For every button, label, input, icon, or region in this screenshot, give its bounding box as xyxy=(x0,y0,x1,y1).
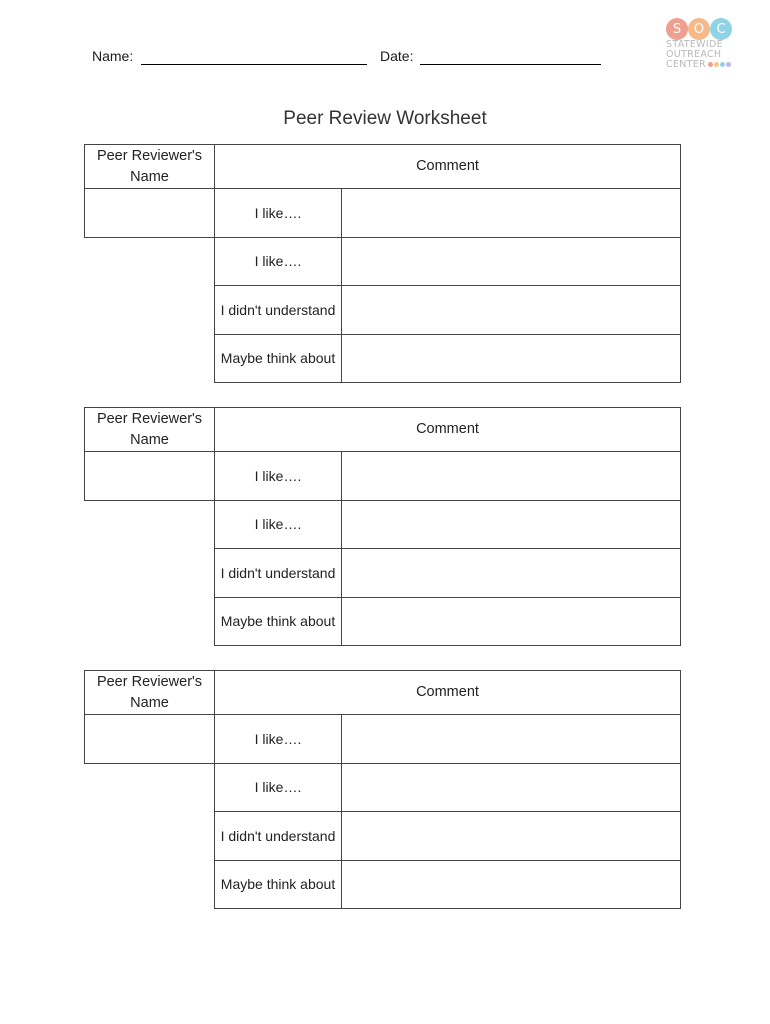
logo-dots xyxy=(708,62,731,67)
comment-cell[interactable] xyxy=(341,237,681,286)
comment-cell[interactable] xyxy=(341,763,681,812)
reviewer-name-header: Peer Reviewer's Name xyxy=(84,407,215,452)
reviewer-name-cell[interactable] xyxy=(84,188,215,238)
logo-circle-o: O xyxy=(688,18,710,40)
reviewer-name-header: Peer Reviewer's Name xyxy=(84,670,215,715)
prompt-cell: I didn't understand xyxy=(214,811,342,861)
name-label: Name: xyxy=(92,48,134,64)
comment-cell[interactable] xyxy=(341,451,681,501)
logo-line-2: OUTREACH xyxy=(666,49,722,60)
date-field-line[interactable] xyxy=(420,64,601,65)
reviewer-name-cell[interactable] xyxy=(84,714,215,764)
prompt-cell: I like…. xyxy=(214,714,342,764)
logo-line-3: CENTER xyxy=(666,59,706,70)
prompt-cell: I like…. xyxy=(214,500,342,549)
comment-cell[interactable] xyxy=(341,597,681,646)
comment-header: Comment xyxy=(214,144,681,189)
comment-cell[interactable] xyxy=(341,714,681,764)
prompt-cell: I like…. xyxy=(214,237,342,286)
prompt-cell: Maybe think about xyxy=(214,597,342,646)
comment-cell[interactable] xyxy=(341,548,681,598)
review-table-2 xyxy=(84,407,681,646)
prompt-cell: I didn't understand xyxy=(214,548,342,598)
logo-circle-c: C xyxy=(710,18,732,40)
comment-cell[interactable] xyxy=(341,334,681,383)
comment-header: Comment xyxy=(214,407,681,452)
comment-header: Comment xyxy=(214,670,681,715)
prompt-cell: I didn't understand xyxy=(214,285,342,335)
prompt-cell: Maybe think about xyxy=(214,334,342,383)
date-label: Date: xyxy=(380,48,414,64)
page-title: Peer Review Worksheet xyxy=(283,108,487,129)
prompt-cell: I like…. xyxy=(214,763,342,812)
comment-cell[interactable] xyxy=(341,500,681,549)
logo-line-1: STATEWIDE xyxy=(666,39,723,50)
comment-cell[interactable] xyxy=(341,811,681,861)
prompt-cell: I like…. xyxy=(214,451,342,501)
prompt-cell: Maybe think about xyxy=(214,860,342,909)
comment-cell[interactable] xyxy=(341,860,681,909)
comment-cell[interactable] xyxy=(341,285,681,335)
reviewer-name-cell[interactable] xyxy=(84,451,215,501)
comment-cell[interactable] xyxy=(341,188,681,238)
logo-circle-s: S xyxy=(666,18,688,40)
reviewer-name-header: Peer Reviewer's Name xyxy=(84,144,215,189)
review-table-3 xyxy=(84,670,681,909)
prompt-cell: I like…. xyxy=(214,188,342,238)
name-field-line[interactable] xyxy=(141,64,367,65)
soc-logo xyxy=(666,18,738,84)
review-table-1 xyxy=(84,144,681,383)
